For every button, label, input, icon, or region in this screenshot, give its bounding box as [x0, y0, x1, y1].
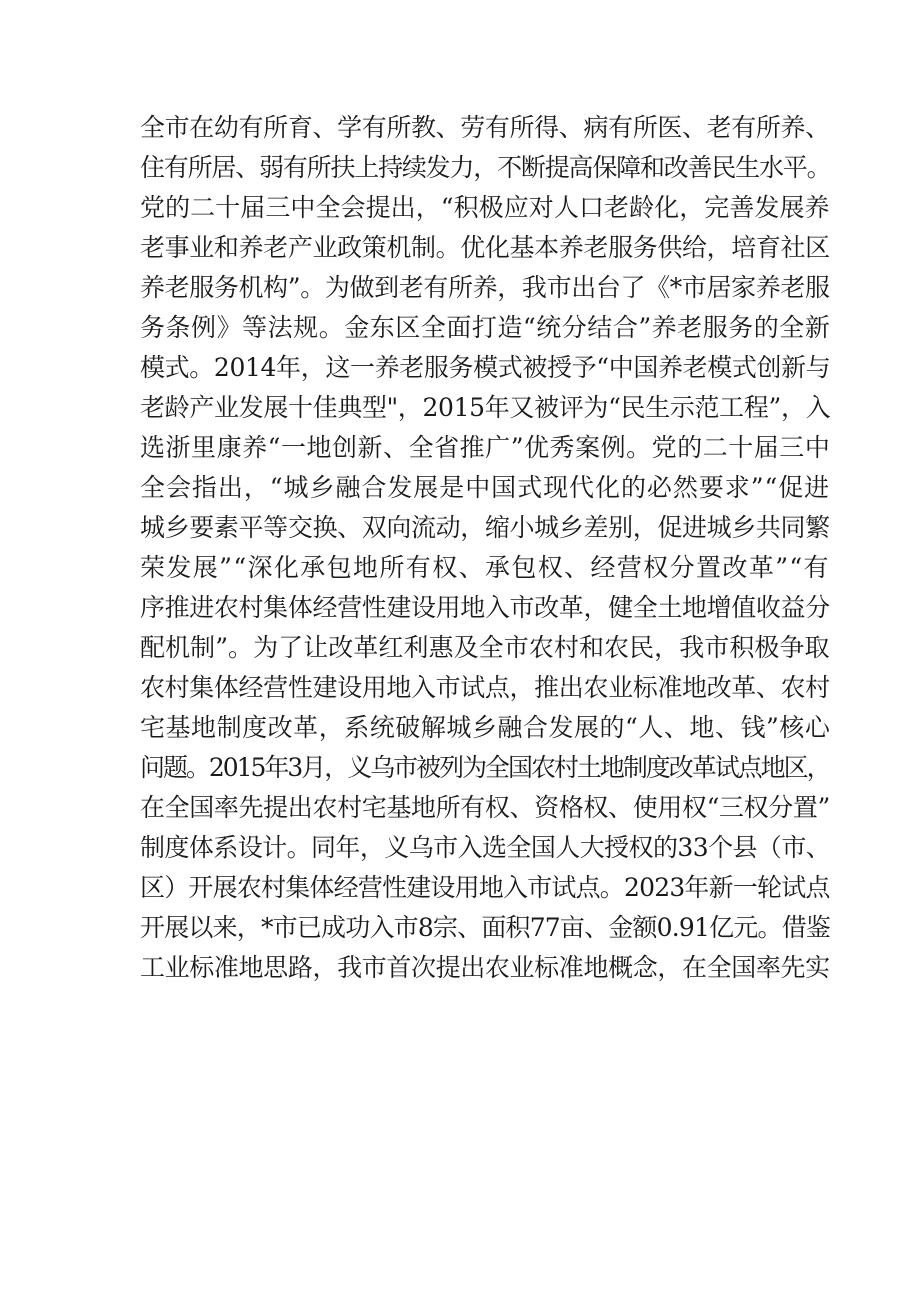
text-line: 住有所居、弱有所扶上持续发力，不断提高保障和改善民生水平。 — [140, 153, 831, 182]
text-line: 荣发展”“深化承包地所有权、承包权、经营权分置改革”“有 — [140, 553, 830, 582]
text-line: 在全国率先提出农村宅基地所有权、资格权、使用权“三权分置” — [140, 793, 830, 822]
text-line: 模式。2014年，这一养老服务模式被授予“中国养老模式创新与 — [140, 353, 831, 382]
text-line: 开展以来，*市已成功入市8宗、面积77亩、金额0.91亿元。借鉴 — [140, 913, 831, 942]
text-line: 城乡要素平等交换、双向流动，缩小城乡差别，促进城乡共同繁 — [140, 513, 830, 542]
text-line: 农村集体经营性建设用地入市试点，推出农业标准地改革、农村 — [140, 673, 830, 702]
text-line: 选浙里康养“一地创新、全省推广”优秀案例。党的二十届三中 — [140, 433, 831, 462]
text-line: 宅基地制度改革，系统破解城乡融合发展的“人、地、钱”核心 — [140, 713, 831, 742]
text-line: 序推进农村集体经营性建设用地入市改革，健全土地增值收益分 — [140, 593, 830, 622]
text-line: 制度体系设计。同年，义乌市入选全国人大授权的33个县（市、 — [140, 833, 831, 862]
text-line: 务条例》等法规。金东区全面打造“统分结合”养老服务的全新 — [140, 313, 831, 342]
text-line: 区）开展农村集体经营性建设用地入市试点。2023年新一轮试点 — [140, 873, 830, 902]
text-line: 党的二十届三中全会提出，“积极应对人口老龄化，完善发展养 — [140, 193, 830, 222]
text-line: 全会指出，“城乡融合发展是中国式现代化的必然要求”“促进 — [140, 473, 831, 502]
body-text — [140, 108, 831, 988]
text-line: 工业标准地思路，我市首次提出农业标准地概念，在全国率先实 — [140, 953, 830, 982]
text-line: 养老服务机构”。为做到老有所养，我市出台了《*市居家养老服 — [140, 273, 830, 302]
text-line: 问题。2015年3月，义乌市被列为全国农村土地制度改革试点地区， — [140, 753, 830, 782]
text-line: 老龄产业发展十佳典型"，2015年又被评为“民生示范工程”，入 — [140, 393, 831, 422]
text-line: 全市在幼有所育、学有所教、劳有所得、病有所医、老有所养、 — [140, 113, 830, 142]
text-line: 老事业和养老产业政策机制。优化基本养老服务供给，培育社区 — [140, 233, 830, 262]
text-line: 配机制”。为了让改革红利惠及全市农村和农民，我市积极争取 — [140, 633, 830, 662]
